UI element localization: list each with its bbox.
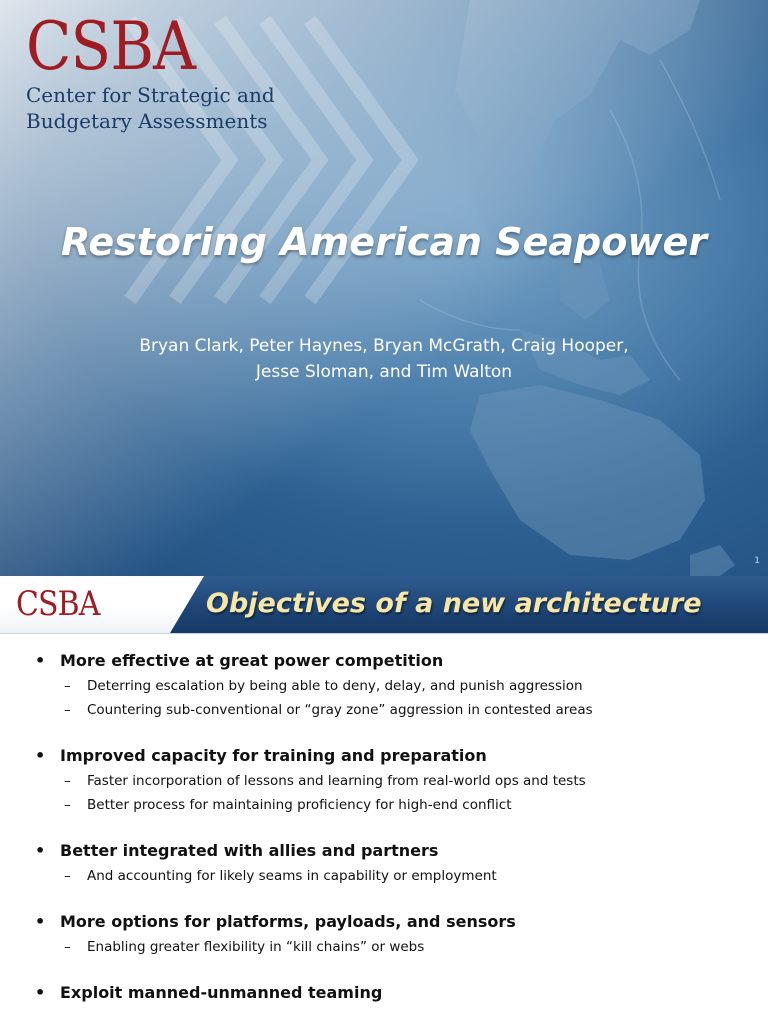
sub-bullet-item: – Faster incorporation of lessons and learning from real-world ops and tests — [0, 769, 768, 793]
slide-title: Objectives of a new architecture — [206, 588, 702, 619]
slide-header — [0, 576, 768, 634]
authors-line1: Bryan Clark, Peter Haynes, Bryan McGrath, Craig Hooper, — [139, 336, 629, 356]
bullet-group — [0, 743, 768, 817]
bullet-item: • More options for platforms, payloads, and sensors — [0, 909, 768, 935]
bullet-item: • Improved capacity for training and preparation — [0, 743, 768, 769]
sub-bullet-item: – Countering sub-conventional or “gray zone” aggression in contested areas — [0, 698, 768, 722]
sub-bullet-item: – And accounting for likely seams in capability or employment — [0, 864, 768, 888]
objectives-slide — [0, 576, 768, 1024]
bullet-group — [0, 980, 768, 1006]
presentation-title: Restoring American Seapower — [61, 220, 707, 264]
sub-bullet-item: – Enabling greater flexibility in “kill chains” or webs — [0, 935, 768, 959]
bullet-group — [0, 909, 768, 959]
authors-line2: Jesse Sloman, and Tim Walton — [255, 362, 513, 382]
sub-bullet-item: – Better process for maintaining proficiency for high-end conflict — [0, 793, 768, 817]
logo-letters: CSBA — [26, 8, 196, 85]
bullet-list — [0, 648, 768, 1024]
org-name-line1: Center for Strategic and — [26, 83, 275, 107]
bullet-group — [0, 648, 768, 722]
bullet-item: • Exploit manned-unmanned teaming — [0, 980, 768, 1006]
sub-bullet-item: – Deterring escalation by being able to deny, delay, and punish aggression — [0, 674, 768, 698]
bullet-item: • More effective at great power competition — [0, 648, 768, 674]
bullet-group — [0, 838, 768, 888]
csba-logo — [26, 8, 275, 134]
authors — [0, 333, 768, 385]
page-number: 1 — [754, 556, 760, 566]
bullet-item: • Better integrated with allies and partners — [0, 838, 768, 864]
csba-logo-small: CSBA — [16, 584, 100, 624]
org-name-line2: Budgetary Assessments — [26, 109, 268, 133]
